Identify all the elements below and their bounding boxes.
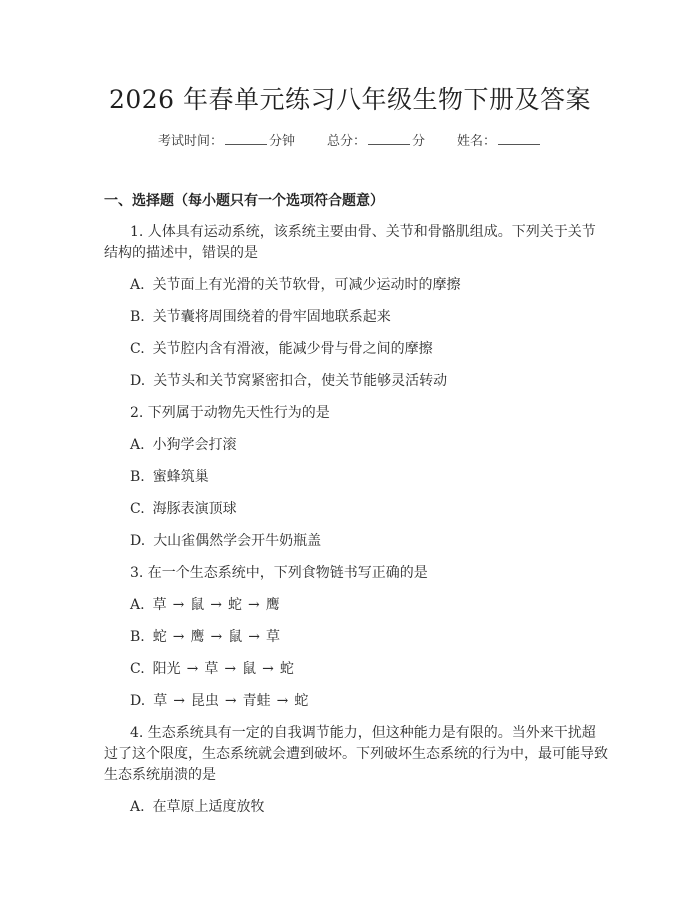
option-text: 小狗学会打滚	[152, 437, 237, 453]
arrow-right-icon: →	[172, 629, 185, 645]
option-letter: B.	[130, 469, 145, 485]
chain-item: 草	[153, 693, 168, 709]
exam-time-label: 考试时间：	[157, 134, 223, 149]
section-heading: 一、选择题（每小题只有一个选项符合题意）	[104, 193, 384, 209]
question-1-line-1: 1. 人体具有运动系统，该系统主要由骨、关节和骨骼肌组成。下列关于关节	[130, 224, 596, 240]
exam-meta	[0, 130, 700, 149]
arrow-right-icon: →	[224, 693, 237, 709]
option-text: 海豚表演顶球	[152, 501, 237, 517]
page-title: 2026 年春单元练习八年级生物下册及答案	[108, 85, 592, 114]
option-letter: D.	[130, 373, 146, 389]
question-3-option-c	[104, 659, 630, 679]
question-2-option-d	[104, 531, 630, 551]
option-letter: B.	[130, 309, 145, 325]
chain-item: 草	[152, 597, 167, 613]
chain-item: 鼠	[228, 629, 243, 645]
option-text: 关节面上有光滑的关节软骨，可减少运动时的摩擦	[152, 277, 461, 293]
chain-item: 蛇	[152, 629, 167, 645]
question-2-option-c	[104, 499, 630, 519]
question-2-option-a	[104, 435, 630, 455]
total-score	[327, 130, 425, 149]
option-letter: C.	[130, 501, 145, 517]
option-text: 关节头和关节窝紧密扣合，使关节能够灵活转动	[153, 373, 448, 389]
arrow-right-icon: →	[276, 693, 289, 709]
question-1-line-2: 结构的描述中，错误的是	[104, 245, 258, 261]
chain-item: 鹰	[190, 629, 205, 645]
option-letter: A.	[130, 799, 145, 815]
question-4-line-1: 4. 生态系统具有一定的自我调节能力，但这种能力是有限的。当外来干扰超	[130, 725, 596, 741]
question-1-option-d	[104, 371, 630, 391]
arrow-right-icon: →	[173, 693, 185, 709]
arrow-right-icon: →	[172, 597, 185, 613]
chain-item: 阳光	[152, 661, 181, 677]
option-text: 在草原上适度放牧	[152, 799, 265, 815]
student-name	[457, 130, 542, 149]
chain-item: 草	[265, 629, 280, 645]
student-name-blank	[498, 130, 540, 145]
chain-item: 草	[204, 661, 219, 677]
question-1-option-b	[104, 307, 630, 327]
option-letter: A.	[130, 277, 145, 293]
total-score-blank	[368, 130, 410, 145]
chain-item: 蛇	[294, 693, 309, 709]
question-3-option-b	[104, 627, 630, 647]
option-letter: A.	[130, 597, 145, 613]
chain-item: 昆虫	[190, 693, 219, 709]
arrow-right-icon: →	[224, 661, 237, 677]
arrow-right-icon: →	[248, 629, 260, 645]
option-text: 关节腔内含有滑液，能减少骨与骨之间的摩擦	[152, 341, 433, 357]
question-1-option-a	[104, 275, 630, 295]
option-letter: B.	[130, 629, 145, 645]
arrow-right-icon: →	[210, 629, 223, 645]
option-text: 大山雀偶然学会开牛奶瓶盖	[153, 533, 322, 549]
question-4-line-2: 过了这个限度，生态系统就会遭到破坏。下列破坏生态系统的行为中，最可能导致	[104, 746, 608, 762]
question-3-line-1: 3. 在一个生态系统中，下列食物链书写正确的是	[130, 565, 428, 581]
exam-time-unit: 分钟	[268, 134, 295, 149]
exam-time-blank	[225, 130, 267, 145]
option-letter: C.	[130, 661, 145, 677]
question-1-option-c	[104, 339, 630, 359]
total-score-label: 总分：	[326, 134, 366, 149]
question-2-option-b	[104, 467, 630, 487]
option-letter: D.	[130, 693, 146, 709]
question-3-option-a	[104, 595, 630, 615]
student-name-label: 姓名：	[457, 134, 497, 149]
arrow-right-icon: →	[186, 661, 199, 677]
arrow-right-icon: →	[210, 597, 223, 613]
chain-item: 蛇	[228, 597, 243, 613]
question-2-line-1: 2. 下列属于动物先天性行为的是	[130, 405, 330, 421]
arrow-right-icon: →	[248, 597, 260, 613]
option-letter: C.	[130, 341, 145, 357]
chain-item: 鼠	[190, 597, 205, 613]
option-text: 关节囊将周围绕着的骨牢固地联系起来	[152, 309, 391, 325]
arrow-right-icon: →	[262, 661, 274, 677]
exam-time	[158, 130, 295, 149]
chain-item: 鼠	[242, 661, 257, 677]
question-3-option-d	[104, 691, 630, 711]
chain-item: 蛇	[279, 661, 294, 677]
option-text: 蜜蜂筑巢	[152, 469, 209, 485]
chain-item: 鹰	[265, 597, 280, 613]
option-letter: D.	[130, 533, 146, 549]
total-score-unit: 分	[412, 134, 426, 149]
question-4-option-a	[104, 797, 630, 817]
chain-item: 青蛙	[242, 693, 271, 709]
question-4-line-3: 生态系统崩溃的是	[104, 767, 216, 783]
option-letter: A.	[130, 437, 145, 453]
